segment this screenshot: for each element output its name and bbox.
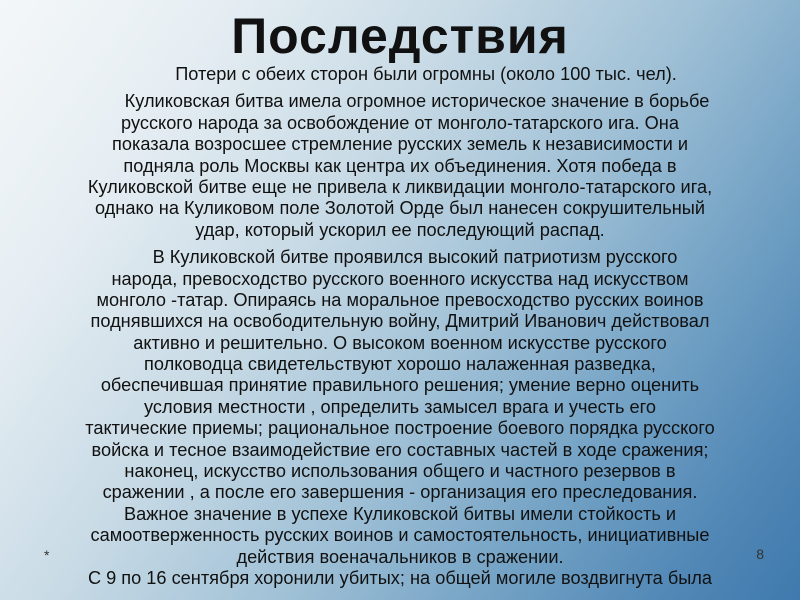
text-line: русского народа за освобождение от монголо-татарского ига. Она	[121, 112, 679, 133]
text-line: полководца свидетельствуют хорошо налаженная разведка,	[144, 354, 656, 375]
text-line: действия военачальников в сражении.	[236, 546, 564, 567]
text-line: Куликовская битва имела огромное историческое значение в борьбе	[124, 91, 710, 112]
text-line: наконец, искусство использования общего и частного резервов в	[124, 461, 676, 482]
slide-body	[0, 64, 800, 589]
text-line: народа, превосходство русского военного искусства над искусством	[111, 268, 689, 289]
text-line: условия местности , определить замысел врага и учесть его	[143, 396, 657, 417]
slide-title: Последствия	[231, 8, 569, 64]
text-line: поднявшихся на освободительную войну, Дмитрий Иванович действовал	[90, 311, 710, 332]
text-line: Важное значение в успехе Куликовской битвы имели стойкость и	[123, 503, 677, 524]
text-line: подняла роль Москвы как центра их объединения. Хотя победа в	[123, 155, 677, 176]
paragraph-significance	[0, 91, 800, 241]
text-line: показала возросшее стремление русских земель к независимости и	[112, 134, 688, 155]
text-line: самоотверженность русских воинов и самостоятельность, инициативные	[90, 525, 710, 546]
text-line: В Куликовской битве проявился высокий патриотизм русского	[152, 247, 678, 268]
text-line: однако на Куликовом поле Золотой Орде был нанесен сокрушительный	[94, 198, 706, 219]
text-line: С 9 по 16 сентября хоронили убитых; на общей могиле воздвигнута была	[87, 567, 713, 588]
footer-marker: *	[44, 547, 50, 563]
text-line: удар, который ускорил ее последующий распад.	[195, 219, 605, 240]
text-line: монголо -татар. Опираясь на моральное превосходство русских воинов	[96, 289, 704, 310]
text-line: сражении , а после его завершения - организация его преследования.	[102, 482, 698, 503]
text-line: Куликовской битве еще не привела к ликвидации монголо-татарского ига,	[87, 176, 713, 197]
text-line: активно и решительно. О высоком военном искусстве русского	[133, 332, 667, 353]
paragraph-patriotism	[0, 247, 800, 568]
text-line: войска и тесное взаимодействие его составных частей в ходе сражения;	[91, 439, 709, 460]
paragraph-losses	[0, 64, 800, 85]
slide-number: 8	[756, 546, 764, 562]
text-line: Потери с обеих сторон были огромны (около 100 тыс. чел).	[175, 64, 677, 84]
paragraph-burial	[0, 568, 800, 589]
text-line: тактические приемы; рациональное построение боевого порядка русского	[85, 418, 715, 439]
text-line: обеспечившая принятие правильного решения; умение верно оценить	[100, 375, 700, 396]
